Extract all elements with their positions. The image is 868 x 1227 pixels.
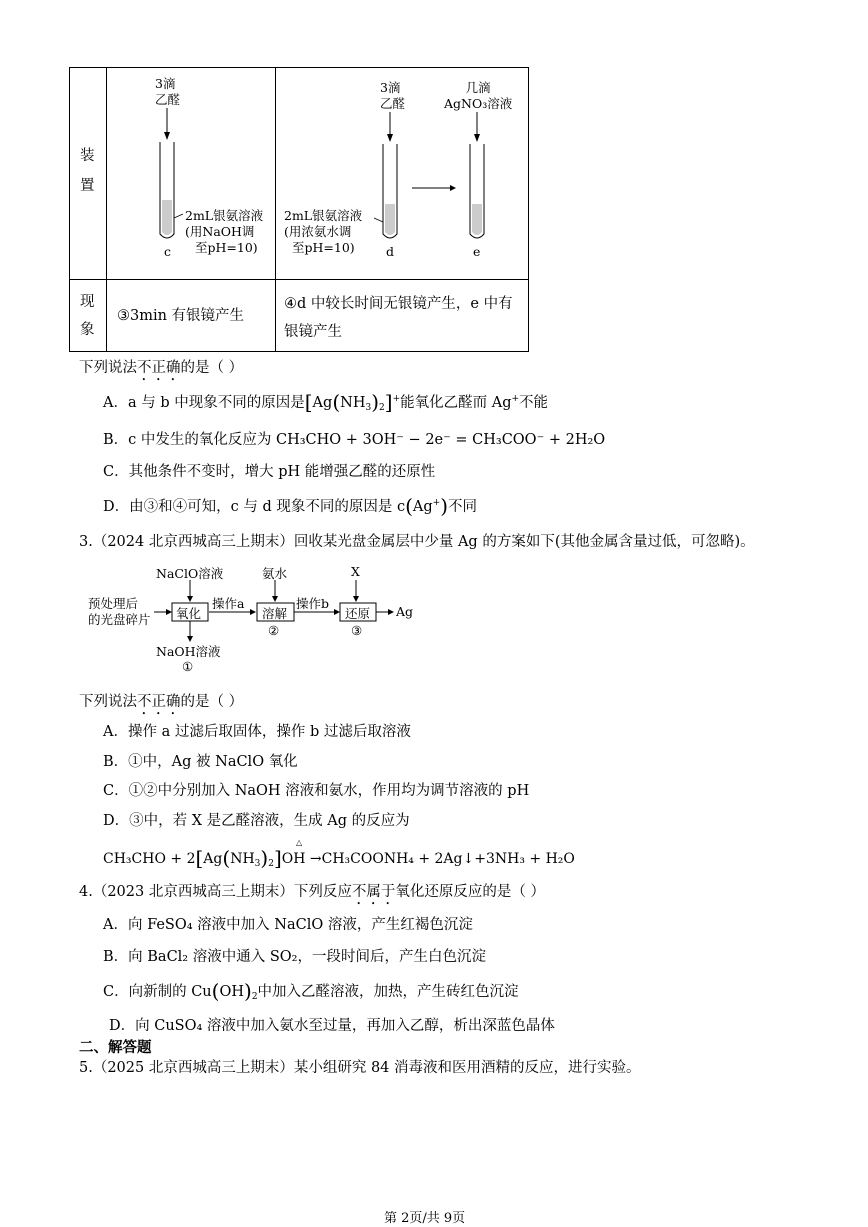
q3-option-d[interactable]: D．③中，若 X 是乙醛溶液，生成 Ag 的反应为	[103, 813, 410, 829]
q3-option-b[interactable]: B．①中，Ag 被 NaClO 氧化	[103, 754, 298, 770]
flow-step-dissolve: 溶解	[262, 606, 288, 621]
q2-option-b[interactable]: B．c 中发生的氧化反应为 CH₃CHO + 3OH⁻ − 2e⁻ = CH₃COO⁻ + 2H₂O	[103, 432, 606, 448]
q4-option-c[interactable]: C．向新制的 $Cu(OH)_2$中加入乙醛溶液，加热，产生砖红色沉淀	[103, 979, 519, 1003]
flow-step-number-2: ②	[268, 623, 280, 638]
drops-label-c: 3滴 乙醛	[155, 76, 181, 107]
flow-operation-b: 操作b	[296, 596, 330, 611]
observation-c: ③3min 有银镜产生	[117, 308, 245, 324]
tube-label-d: d	[386, 244, 395, 259]
q2-option-d[interactable]: D．由③和④可知，c 与 d 现象不同的原因是 c(Ag+)不同	[103, 494, 478, 518]
q4-option-d[interactable]: D．向 CuSO₄ 溶液中加入氨水至过量，再加入乙醇，析出深蓝色晶体	[109, 1018, 555, 1034]
solution-label-c: 2mL银氨溶液 (用NaOH调 至pH=10)	[185, 208, 264, 255]
flow-step-reduction: 还原	[345, 606, 371, 621]
heat-symbol: △	[296, 838, 303, 847]
flow-start: 预处理后 的光盘碎片	[88, 596, 151, 627]
flow-reagent-1: NaClO溶液	[156, 566, 224, 581]
apparatus-cell-c	[107, 68, 276, 280]
section-heading: 二、解答题	[79, 1039, 152, 1056]
flow-step-oxidation: 氧化	[176, 606, 202, 621]
test-tubes-d-e	[366, 112, 516, 262]
row-header-char: 装	[80, 148, 95, 164]
flow-reagent-2: 氨水	[262, 566, 288, 581]
drops-label-d: 3滴 乙醛	[380, 80, 406, 111]
q3-stem2: 下列说法不正确的是（ ）	[79, 694, 244, 710]
flow-reagent-3: X	[351, 564, 360, 579]
q5-stem: 5.（2025 北京西城高三上期末）某小组研究 84 消毒液和医用酒精的反应，进行实验。	[79, 1060, 641, 1076]
row-header-char: 置	[80, 178, 95, 194]
q2-stem: 下列说法不正确的是（ ）	[79, 360, 244, 376]
solution-label-d: 2mL银氨溶液 (用浓氨水调 至pH=10)	[284, 208, 363, 255]
q2-option-a[interactable]: A．a 与 b 中现象不同的原因是$[Ag(NH_3)_2]^+$能氧化乙醛而 Ag+不能	[103, 390, 549, 414]
q3-flowchart	[78, 560, 438, 678]
row-header-char: 象	[80, 322, 95, 338]
flow-product: Ag	[396, 604, 414, 619]
flow-step-number-1: ①	[182, 659, 194, 674]
drops-label-e: 几滴 AgNO₃溶液	[444, 80, 513, 111]
page-footer: 第 2页/共 9页	[384, 1211, 466, 1226]
observation-de: ④d 中较长时间无银镜产生，e 中有 银镜产生	[284, 296, 513, 340]
q3-option-c[interactable]: C．①②中分别加入 NaOH 溶液和氨水，作用均为调节溶液的 pH	[103, 783, 530, 799]
observation-cell-c	[107, 280, 276, 352]
tube-label-c: c	[164, 244, 172, 259]
q4-option-b[interactable]: B．向 BaCl₂ 溶液中通入 SO₂，一段时间后，产生白色沉淀	[103, 949, 486, 965]
row-header-apparatus	[70, 68, 107, 280]
q3-stem: 3.（2024 北京西城高三上期末）回收某光盘金属层中少量 Ag 的方案如下(其他金属含量过低，可忽略)。	[79, 534, 755, 550]
tube-label-e: e	[473, 244, 481, 259]
apparatus-cell-de	[276, 68, 529, 280]
row-header-char: 现	[80, 294, 95, 310]
q2-option-c[interactable]: C．其他条件不变时，增大 pH 能增强乙醛的还原性	[103, 464, 436, 480]
q3-option-a[interactable]: A．操作 a 过滤后取固体，操作 b 过滤后取溶液	[103, 724, 411, 740]
observation-cell-de	[276, 280, 529, 352]
q4-option-a[interactable]: A．向 FeSO₄ 溶液中加入 NaClO 溶液，产生红褐色沉淀	[103, 917, 473, 933]
q4-stem: 4.（2023 北京西城高三上期末）下列反应不属于氧化还原反应的是（ ）	[79, 884, 545, 900]
experiment-table	[69, 67, 529, 352]
q3-equation: $CH_3CHO + 2[Ag(NH_3)_2]OH$ →CH₃COONH₄ + 2Ag↓+3NH₃ + H₂O	[103, 846, 575, 870]
flow-step-number-3: ③	[351, 623, 363, 638]
row-header-phenomenon	[70, 280, 107, 352]
flow-operation-a: 操作a	[212, 596, 245, 611]
flow-reagent-out: NaOH溶液	[156, 644, 221, 659]
